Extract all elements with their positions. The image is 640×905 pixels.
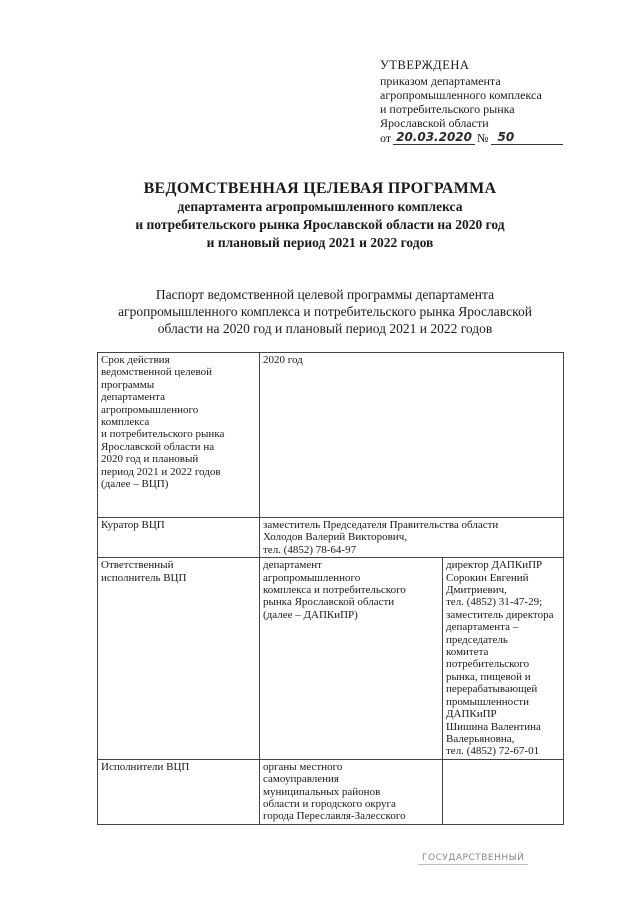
approval-line: и потребительского рынка (380, 102, 515, 116)
passport-line-3: области на 2020 год и плановый период 2021 и 2022 годов (157, 321, 493, 336)
approval-heading: УТВЕРЖДЕНА (380, 58, 470, 72)
approval-date-line (380, 130, 590, 145)
passport-line-2: агропромышленного комплекса и потребительского рынка Ярославской (118, 304, 532, 319)
handwritten-number: 50 (491, 130, 563, 145)
table-row-responsible (98, 558, 564, 760)
approval-line: Ярославской области (380, 116, 489, 130)
responsible-middle-cell: департамент агропромышленного комплекса и потребительского рынка Ярославской области (далее – ДАПКиПР) (260, 558, 443, 760)
table-row-executors (98, 759, 564, 824)
executors-middle-cell: органы местного самоуправления муниципальных районов области и городского округа города Переславля-Залесского (260, 759, 443, 824)
curator-label-cell: Куратор ВЦП (98, 518, 260, 558)
executors-right-cell (443, 759, 564, 824)
approval-block (380, 58, 590, 145)
approval-line: агропромышленного комплекса (380, 88, 542, 102)
responsible-label-cell: Ответственный исполнитель ВЦП (98, 558, 260, 760)
passport-heading (90, 286, 560, 337)
handwritten-date: 20.03.2020 (393, 130, 475, 145)
passport-line-1: Паспорт ведомственной целевой программы департамента (155, 287, 495, 302)
duration-label-cell: Срок действия ведомственной целевой программы департамента агропромышленного комплекса и потребительского рынка Ярославской области на 2020 год и плановый период 2021 и 2022 годов (далее – ВЦП) (98, 353, 260, 518)
duration-value-cell: 2020 год (260, 353, 564, 518)
table-row-curator (98, 518, 564, 558)
responsible-right-cell: директор ДАПКиПР Сорокин Евгений Дмитриевич, тел. (4852) 31-47-29; заместитель директора департамента – председатель комитета потребительского рынка, пищевой и перерабатывающей промышленности ДАПКиПР Шишина Валентина Валерьяновна, тел. (4852) 72-67-01 (443, 558, 564, 760)
title-line-2: департамента агропромышленного комплекса (177, 199, 463, 214)
title-line-3: и потребительского рынка Ярославской области на 2020 год (135, 217, 505, 232)
faded-stamp: ГОСУДАРСТВЕННЫЙ (418, 852, 528, 865)
curator-value-cell: заместитель Председателя Правительства области Холодов Валерий Викторович, тел. (4852) 78-64-97 (260, 518, 564, 558)
approval-line: приказом департамента (380, 74, 501, 88)
number-sign: № (477, 131, 489, 145)
table-row-duration (98, 353, 564, 518)
title-line-1: ВЕДОМСТВЕННАЯ ЦЕЛЕВАЯ ПРОГРАММА (143, 180, 497, 197)
date-prefix: от (380, 131, 392, 145)
executors-label-cell: Исполнители ВЦП (98, 759, 260, 824)
title-line-4: и плановый период 2021 и 2022 годов (206, 235, 434, 250)
document-title (0, 180, 640, 252)
passport-table (97, 352, 564, 825)
